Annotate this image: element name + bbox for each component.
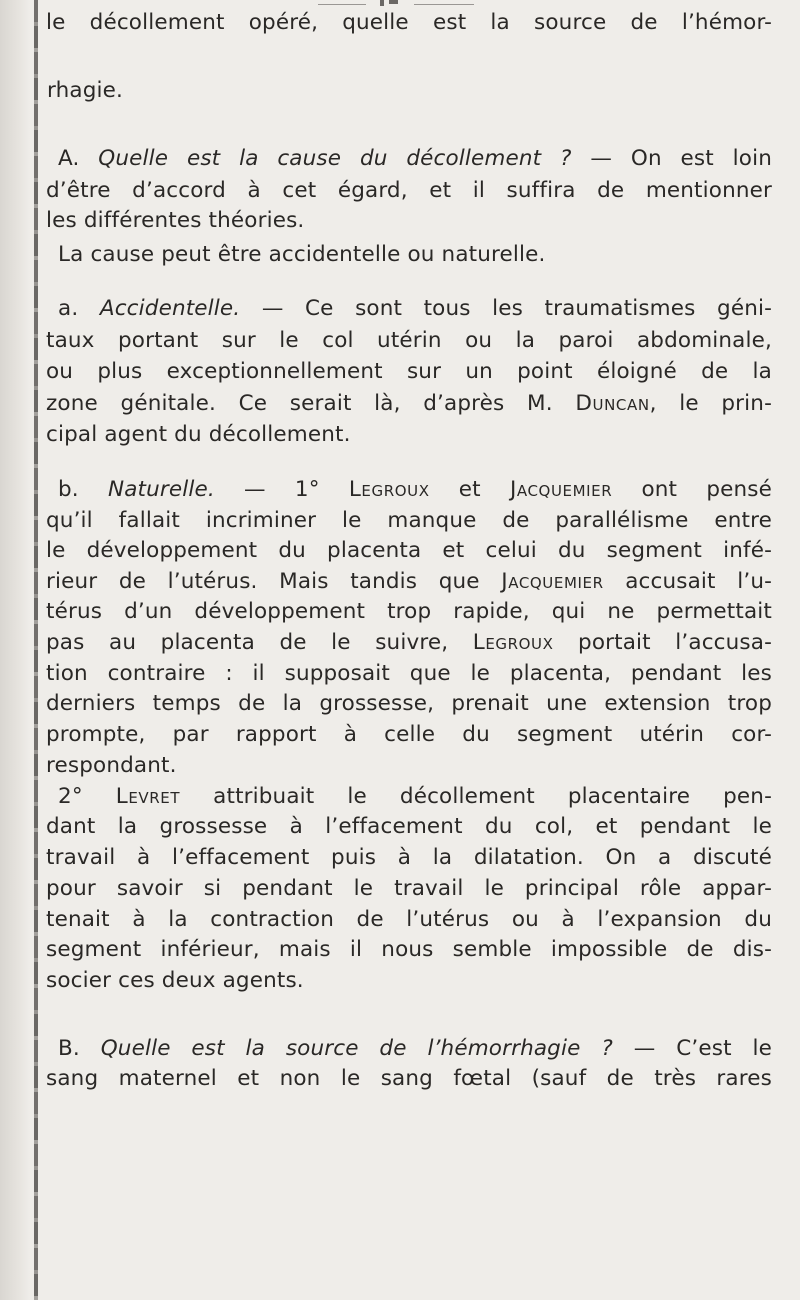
text-line: pour savoir si pendant le travail le principal rôle appar-: [46, 876, 772, 901]
text-line: cipal agent du décollement.: [46, 422, 351, 447]
text-line: dant la grossesse à l’effacement du col, et pendant le: [46, 814, 772, 839]
text-line: tenait à la contraction de l’utérus ou à l’expansion du: [46, 907, 772, 932]
author-jacquemier: Jacquemier: [509, 477, 613, 502]
text-line: le développement du placenta et celui du segment infé-: [46, 538, 772, 563]
page-gutter-shadow: [0, 0, 30, 1300]
text-line: térus d’un développement trop rapide, qui ne permettait: [46, 599, 772, 624]
paragraph-levret: 2° Levret attribuait le décollement placentaire pen-: [58, 784, 772, 809]
text-line: respondant.: [46, 753, 177, 778]
author-legroux: Legroux: [472, 630, 554, 655]
text-line: rieur de l’utérus. Mais tandis que Jacquemier accusait l’u-: [46, 569, 773, 594]
text-line: prompte, par rapport à celle du segment utérin cor-: [46, 722, 772, 747]
section-a-question: Quelle est la cause du décollement ?: [98, 146, 572, 171]
text-line: segment inférieur, mais il nous semble impossible de dis-: [46, 937, 772, 962]
subsection-accidentelle-title: Accidentelle.: [99, 296, 241, 321]
subsection-naturelle: b. Naturelle. — 1° Legroux et Jacquemier ont pensé: [58, 477, 772, 502]
subsection-naturelle-title: Naturelle.: [107, 477, 215, 502]
author-jacquemier: Jacquemier: [501, 569, 604, 594]
header-rule-left: [318, 4, 366, 5]
binding-edge: [34, 0, 38, 1300]
header-rule-right: [414, 4, 474, 5]
text-line: taux portant sur le col utérin ou la paroi abdominale,: [46, 328, 772, 353]
text-line: derniers temps de la grossesse, prenait une extension trop: [46, 691, 772, 716]
page-number-fragment: [380, 0, 402, 8]
text-line: qu’il fallait incriminer le manque de parallélisme entre: [46, 508, 772, 533]
text-line: La cause peut être accidentelle ou naturelle.: [58, 242, 546, 267]
text-line: le décollement opéré, quelle est la source de l’hémor-: [46, 10, 772, 35]
author-legroux: Legroux: [348, 477, 430, 502]
text-line: rhagie.: [47, 78, 123, 103]
text-line: zone génitale. Ce serait là, d’après M. Duncan, le prin-: [46, 391, 772, 416]
text-line: sang maternel et non le sang fœtal (sauf de très rares: [46, 1066, 772, 1091]
subsection-accidentelle: a. Accidentelle. — Ce sont tous les traumatismes géni-: [58, 296, 773, 321]
section-b-heading: B. Quelle est la source de l’hémorrhagie ? — C’est le: [58, 1036, 772, 1061]
author-levret: Levret: [115, 784, 181, 809]
text-line: socier ces deux agents.: [46, 968, 304, 993]
text-line: ou plus exceptionnellement sur un point éloigné de la: [46, 359, 772, 384]
text-line: d’être d’accord à cet égard, et il suffira de mentionner: [46, 178, 772, 203]
author-duncan: Duncan: [575, 391, 650, 416]
text-line: pas au placenta de le suivre, Legroux portait l’accusa-: [46, 630, 773, 655]
section-a-heading: A. Quelle est la cause du décollement ? — On est loin: [58, 146, 772, 171]
section-b-question: Quelle est la source de l’hémorrhagie ?: [100, 1036, 613, 1061]
text-line: tion contraire : il supposait que le placenta, pendant les: [46, 661, 772, 686]
text-line: travail à l’effacement puis à la dilatation. On a discuté: [46, 845, 772, 870]
text-line: les différentes théories.: [46, 208, 305, 233]
